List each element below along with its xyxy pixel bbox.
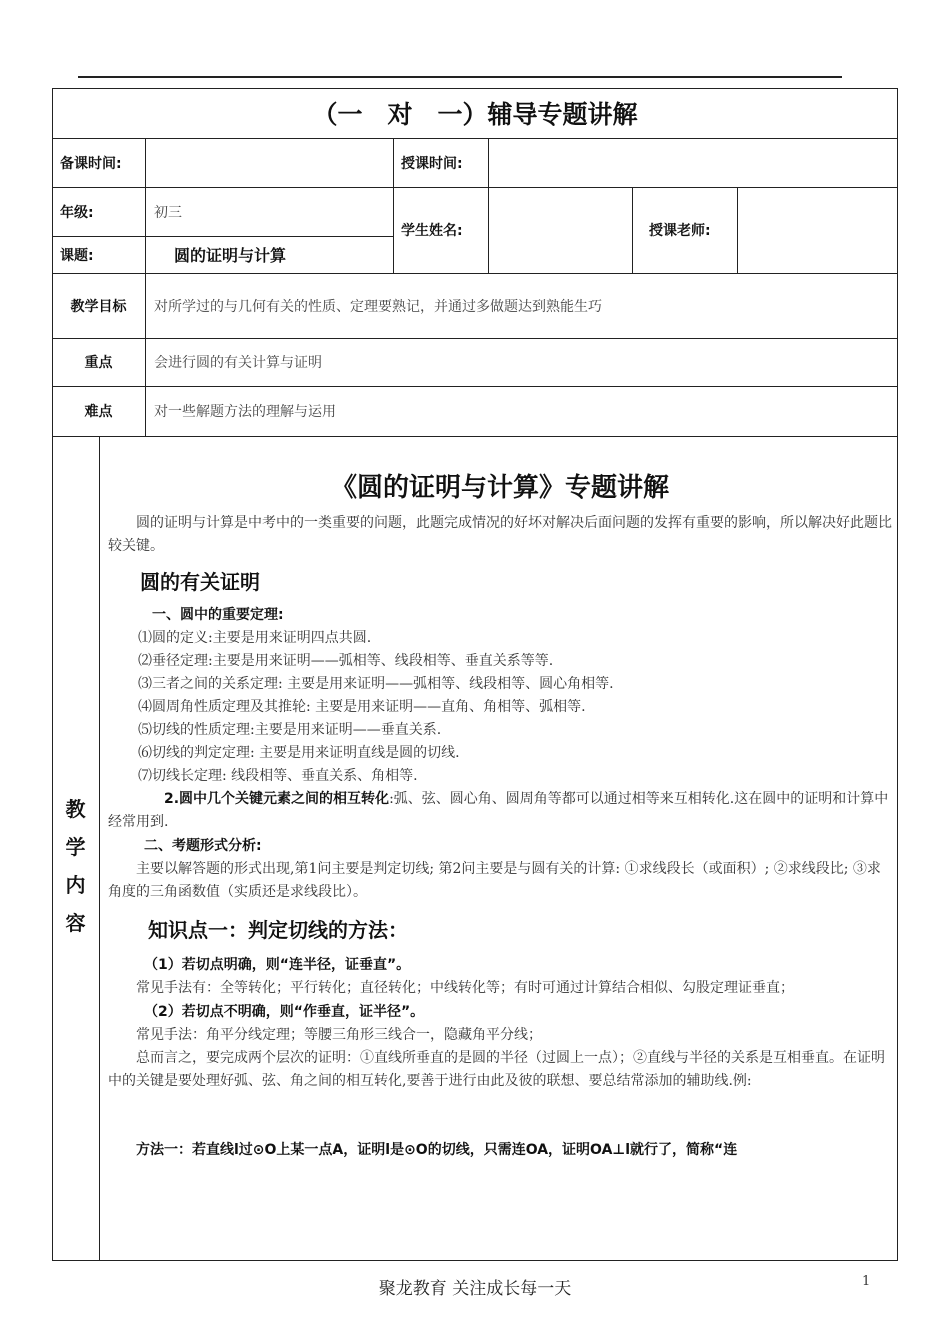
knowledge-point-heading: 知识点一：判定切线的方法： bbox=[148, 918, 408, 942]
theorem-item: ⑴圆的定义:主要是用来证明四点共圆. bbox=[138, 630, 372, 646]
topic-value: 圆的证明与计算 bbox=[174, 246, 287, 265]
case2-heading: （2）若切点不明确，则“作垂直，证半径”。 bbox=[144, 1004, 425, 1020]
class-time-value bbox=[496, 138, 891, 187]
lesson-content bbox=[108, 463, 892, 1258]
relation-paragraph: 2.圆中几个关键元素之间的相互转化:弧、弦、圆心角、圆周角等都可以通过相等来互相转化.这在圆中的证明和计算中经常用到. bbox=[108, 791, 889, 830]
prep-time-label: 备课时间: bbox=[60, 155, 122, 172]
prep-time-value bbox=[152, 138, 388, 187]
grade-label: 年级: bbox=[60, 204, 94, 221]
theorem-item: ⑵垂径定理:主要是用来证明——弧相等、线段相等、垂直关系等等. bbox=[138, 653, 554, 669]
difficulty-value: 对一些解题方法的理解与运用 bbox=[154, 404, 336, 420]
section-heading: 圆的有关证明 bbox=[140, 570, 260, 594]
theorem-item: ⑹切线的判定定理: 主要是用来证明直线是圆的切线. bbox=[138, 745, 460, 761]
key-point-value: 会进行圆的有关计算与证明 bbox=[154, 355, 322, 371]
top-rule bbox=[78, 76, 842, 78]
objective-value: 对所学过的与几何有关的性质、定理要熟记，并通过多做题达到熟能生巧 bbox=[154, 298, 602, 315]
content-title: 《圆的证明与计算》专题讲解 bbox=[330, 473, 669, 503]
page-title: （一 对 一）辅导专题讲解 bbox=[312, 100, 638, 129]
objective-label: 教学目标 bbox=[70, 298, 127, 315]
student-name-value bbox=[496, 187, 626, 273]
case1-heading: （1）若切点明确，则“连半径，证垂直”。 bbox=[144, 957, 411, 973]
theorem-item: ⑺切线长定理: 线段相等、垂直关系、角相等. bbox=[138, 768, 418, 784]
summary-paragraph: 总而言之，要完成两个层次的证明：①直线所垂直的是圆的半径（过圆上一点）；②直线与半径的关系是互相垂直。在证明中的关键是要处理好弧、弦、角之间的相互转化,要善于进行由此及彼的联想、要总结常添加的辅助线.例: bbox=[108, 1050, 885, 1089]
teacher-label: 授课老师: bbox=[649, 223, 711, 239]
difficulty-label: 难点 bbox=[84, 404, 113, 420]
footer-slogan: 聚龙教育 关注成长每一天 bbox=[378, 1279, 572, 1299]
student-name-label: 学生姓名: bbox=[401, 223, 463, 239]
analysis-heading: 二、考题形式分析: bbox=[144, 838, 262, 854]
page-number: 1 bbox=[862, 1274, 871, 1289]
method1-paragraph: 方法一：若直线l过⊙O上某一点A，证明l是⊙O的切线，只需连OA，证明OA⊥l就行了，简称“连 bbox=[136, 1142, 738, 1158]
teacher-value bbox=[745, 187, 890, 273]
case1-paragraph: 常见手法有：全等转化；平行转化；直径转化；中线转化等；有时可通过计算结合相似、勾股定理证垂直； bbox=[136, 980, 794, 996]
intro-paragraph: 圆的证明与计算是中考中的一类重要的问题，此题完成情况的好坏对解决后面问题的发挥有重要的影响，所以解决好此题比较关键。 bbox=[108, 515, 892, 554]
analysis-paragraph: 主要以解答题的形式出现,第1问主要是判定切线; 第2问主要是与圆有关的计算: ①求线段长（或面积）; ②求线段比; ③求角度的三角函数值（实质还是求线段比）。 bbox=[108, 861, 881, 900]
theorem-item: ⑷圆周角性质定理及其推轮: 主要是用来证明——直角、角相等、弧相等. bbox=[138, 699, 586, 715]
grade-value: 初三 bbox=[154, 204, 182, 221]
content-section-label: 教 学 内 容 bbox=[65, 797, 86, 935]
case2-paragraph: 常见手法：角平分线定理；等腰三角形三线合一，隐藏角平分线； bbox=[136, 1027, 542, 1043]
theorems-heading: 一、圆中的重要定理: bbox=[152, 607, 284, 623]
class-time-label: 授课时间: bbox=[401, 155, 463, 172]
theorem-item: ⑸切线的性质定理:主要是用来证明——垂直关系. bbox=[138, 722, 442, 738]
key-point-label: 重点 bbox=[84, 355, 113, 371]
topic-label: 课题: bbox=[60, 247, 94, 264]
theorem-item: ⑶三者之间的关系定理: 主要是用来证明——弧相等、线段相等、圆心角相等. bbox=[138, 676, 614, 692]
